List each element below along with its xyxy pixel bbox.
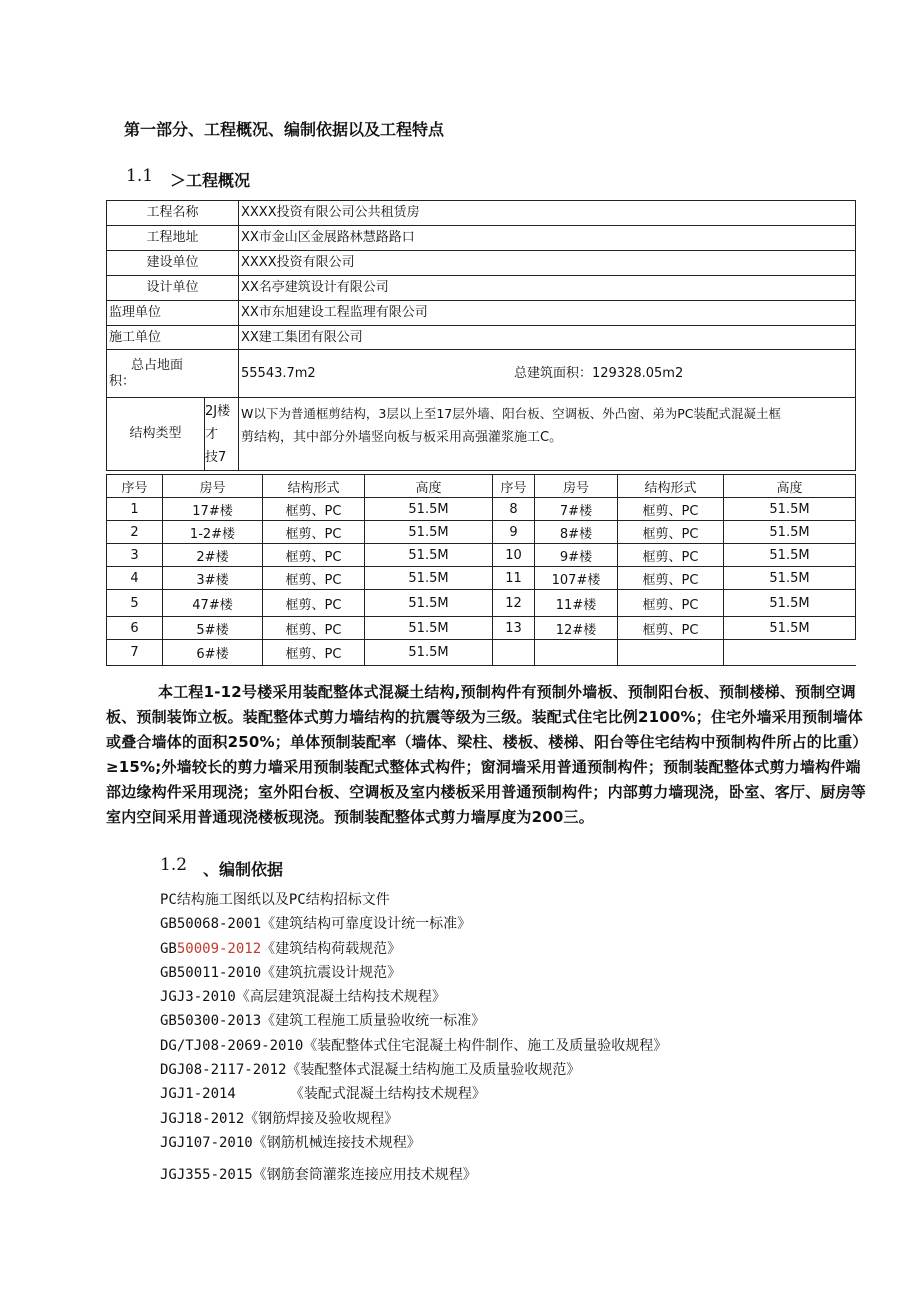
table-cell: 8 — [493, 498, 535, 521]
table-cell: 51.5M — [365, 521, 493, 544]
table-cell: 12 — [493, 590, 535, 617]
table-cell: 51.5M — [365, 498, 493, 521]
table-cell: 10 — [493, 544, 535, 567]
land-area-value: 55543.7m2 — [241, 365, 316, 381]
reference-title: 《建筑结构荷载规范》 — [261, 940, 402, 957]
info-row — [107, 201, 856, 226]
table-cell: 2#楼 — [163, 544, 263, 567]
table-cell: 3 — [107, 544, 163, 567]
structure-sub-line: 2J楼 — [205, 403, 231, 419]
table-cell: 6 — [107, 617, 163, 640]
table-header-cell: 结构形式 — [618, 475, 724, 498]
area-row — [107, 350, 856, 398]
table-cell: 7 — [107, 640, 163, 666]
table-cell: 框剪、PC — [618, 617, 724, 640]
part-title: 第一部分、工程概况、编制依据以及工程特点 — [124, 120, 445, 139]
structure-text-line: W以下为普通框剪结构，3层以上至17层外墙、阳台板、空调板、外凸窗、弟为PC装配式混凝土框 — [241, 406, 781, 421]
table-cell: 7#楼 — [535, 498, 618, 521]
table-cell: 11 — [493, 567, 535, 590]
info-value: XXXX投资有限公司公共租赁房 — [239, 201, 856, 226]
reference-item: JGJ3-2010《高层建筑混凝土结构技术规程》 — [160, 989, 446, 1006]
reference-item: GB50011-2010《建筑抗震设计规范》 — [160, 964, 402, 981]
table-cell: 11#楼 — [535, 590, 618, 617]
structure-text-line: 剪结构，其中部分外墙竖向板与板采用高强灌浆施工C。 — [241, 430, 563, 445]
reference-item: DG/TJ08-2069-2010《装配整体式住宅混凝土构件制作、施工及质量验收规程》 — [160, 1037, 668, 1054]
section-2-title: 、编制依据 — [203, 860, 284, 879]
table-cell: 框剪、PC — [263, 590, 365, 617]
table-cell: 框剪、PC — [263, 498, 365, 521]
table-header-cell: 高度 — [365, 475, 493, 498]
area-label-line-2: 积： — [109, 373, 136, 389]
table-row — [107, 567, 856, 590]
table-cell: 框剪、PC — [618, 567, 724, 590]
table-cell: 51.5M — [724, 544, 856, 567]
table-cell: 框剪、PC — [263, 567, 365, 590]
structure-text — [239, 398, 856, 471]
table-header-cell: 房号 — [535, 475, 618, 498]
table-cell: 17#楼 — [163, 498, 263, 521]
table-cell: 51.5M — [365, 640, 493, 666]
project-info-table — [106, 200, 856, 471]
info-value: XX市东旭建设工程监理有限公司 — [239, 301, 856, 326]
reference-title: 《装配式混凝土结构技术规程》 — [289, 1086, 486, 1103]
reference-item: JGJ355-2015《钢筋套筒灌浆连接应用技术规程》 — [160, 1167, 477, 1184]
info-value: XXXX投资有限公司 — [239, 251, 856, 276]
table-cell: 框剪、PC — [263, 617, 365, 640]
table-cell: 9 — [493, 521, 535, 544]
info-label: 建设单位 — [107, 251, 239, 276]
building-area-value: 129328.05m2 — [592, 365, 684, 381]
table-row — [107, 617, 856, 640]
info-label: 工程地址 — [107, 226, 239, 251]
table-row — [107, 590, 856, 617]
info-value: XX名亭建筑设计有限公司 — [239, 276, 856, 301]
building-area-label: 总建筑面积： — [513, 365, 592, 381]
structure-label: 结构类型 — [107, 398, 205, 471]
table-cell: 框剪、PC — [618, 590, 724, 617]
table-row — [107, 521, 856, 544]
table-cell: 3#楼 — [163, 567, 263, 590]
reference-list — [160, 888, 667, 1188]
reference-item: DGJ08-2117-2012《装配整体式混凝土结构施工及质量验收规范》 — [160, 1062, 581, 1079]
structure-sub-line: 技7 — [205, 449, 227, 465]
info-row — [107, 301, 856, 326]
reference-item: GB50300-2013《建筑工程施工质量验收统一标准》 — [160, 1013, 486, 1030]
table-cell: 51.5M — [724, 498, 856, 521]
table-cell: 6#楼 — [163, 640, 263, 666]
table-cell: 51.5M — [365, 617, 493, 640]
reference-item: JGJ107-2010《钢筋机械连接技术规程》 — [160, 1134, 421, 1151]
table-cell: 51.5M — [724, 521, 856, 544]
table-cell: 框剪、PC — [263, 521, 365, 544]
table-cell: 框剪、PC — [263, 640, 365, 666]
info-row — [107, 251, 856, 276]
reference-item — [160, 937, 667, 961]
table-header-row — [107, 475, 856, 498]
reference-item: JGJ18-2012《钢筋焊接及验收规程》 — [160, 1110, 399, 1127]
info-value: XX市金山区金展路林慧路路口 — [239, 226, 856, 251]
table-cell: 9#楼 — [535, 544, 618, 567]
table-cell: 2 — [107, 521, 163, 544]
table-cell: 51.5M — [365, 567, 493, 590]
table-cell: 5 — [107, 590, 163, 617]
section-2-number: 1.2 — [160, 855, 188, 875]
structure-row — [107, 398, 856, 471]
table-cell — [724, 640, 856, 666]
area-label-line-1: 总占地面 — [131, 357, 184, 373]
info-label: 监理单位 — [107, 301, 239, 326]
table-cell: 51.5M — [724, 590, 856, 617]
reference-item: GB50068-2001《建筑结构可靠度设计统一标准》 — [160, 916, 472, 933]
table-row — [107, 640, 856, 666]
table-row — [107, 498, 856, 521]
table-cell: 51.5M — [365, 544, 493, 567]
table-cell — [535, 640, 618, 666]
info-label: 设计单位 — [107, 276, 239, 301]
reference-item: PC结构施工图纸以及PC结构招标文件 — [160, 892, 390, 908]
table-cell: 51.5M — [724, 617, 856, 640]
table-cell: 47#楼 — [163, 590, 263, 617]
section-1-title: ＞工程概况 — [170, 171, 251, 190]
table-cell — [618, 640, 724, 666]
reference-code-prefix: GB — [160, 940, 177, 957]
table-cell: 5#楼 — [163, 617, 263, 640]
reference-code: JGJ1-2014 — [160, 1086, 236, 1103]
info-label: 工程名称 — [107, 201, 239, 226]
table-header-cell: 序号 — [107, 475, 163, 498]
table-header-cell: 高度 — [724, 475, 856, 498]
reference-code-highlight: 50009-2012 — [176, 940, 262, 957]
table-row — [107, 544, 856, 567]
building-list-table — [106, 474, 856, 666]
area-label — [107, 350, 239, 398]
info-value: XX建工集团有限公司 — [239, 326, 856, 350]
table-header-cell: 结构形式 — [263, 475, 365, 498]
table-cell: 框剪、PC — [618, 521, 724, 544]
section-1-number: 1.1 — [126, 166, 154, 186]
table-cell: 4 — [107, 567, 163, 590]
table-header-cell: 房号 — [163, 475, 263, 498]
table-cell: 1-2#楼 — [163, 521, 263, 544]
info-row — [107, 326, 856, 350]
structure-sub-line: 才 — [205, 426, 219, 442]
table-cell: 13 — [493, 617, 535, 640]
table-cell: 1 — [107, 498, 163, 521]
area-values — [239, 350, 856, 398]
info-row — [107, 276, 856, 301]
table-cell — [493, 640, 535, 666]
table-cell: 12#楼 — [535, 617, 618, 640]
table-cell: 框剪、PC — [618, 544, 724, 567]
table-cell: 51.5M — [365, 590, 493, 617]
structure-sub — [205, 398, 239, 471]
info-label: 施工单位 — [107, 326, 239, 350]
table-cell: 107#楼 — [535, 567, 618, 590]
project-description: 本工程1-12号楼采用装配整体式混凝土结构,预制构件有预制外墙板、预制阳台板、预制楼梯、预制空调板、预制装饰立板。装配整体式剪力墙结构的抗震等级为三级。装配式住宅比例2100%；住宅外墙采用预制墙体或叠合墙体的面积250%；单体预制装配率（墙体、梁柱、楼板、楼梯、阳台等住宅结构中预制构件所占的比重）≥15%;外墙较长的剪力墙采用预制装配式整体式构件；窗洞墙采用普通预制构件；预制装配整体式剪力墙构件端部边缘构件采用现浇；室外阳台板、空调板及室内楼板采用普通预制构件；内部剪力墙现浇，卧室、客厅、厨房等室内空间采用普通现浇楼板现浇。预制装配整体式剪力墙厚度为200三。 — [106, 683, 867, 826]
table-cell: 框剪、PC — [263, 544, 365, 567]
table-cell: 51.5M — [724, 567, 856, 590]
table-cell: 框剪、PC — [618, 498, 724, 521]
table-header-cell: 序号 — [493, 475, 535, 498]
info-row — [107, 226, 856, 251]
reference-item — [160, 1082, 667, 1106]
table-cell: 8#楼 — [535, 521, 618, 544]
